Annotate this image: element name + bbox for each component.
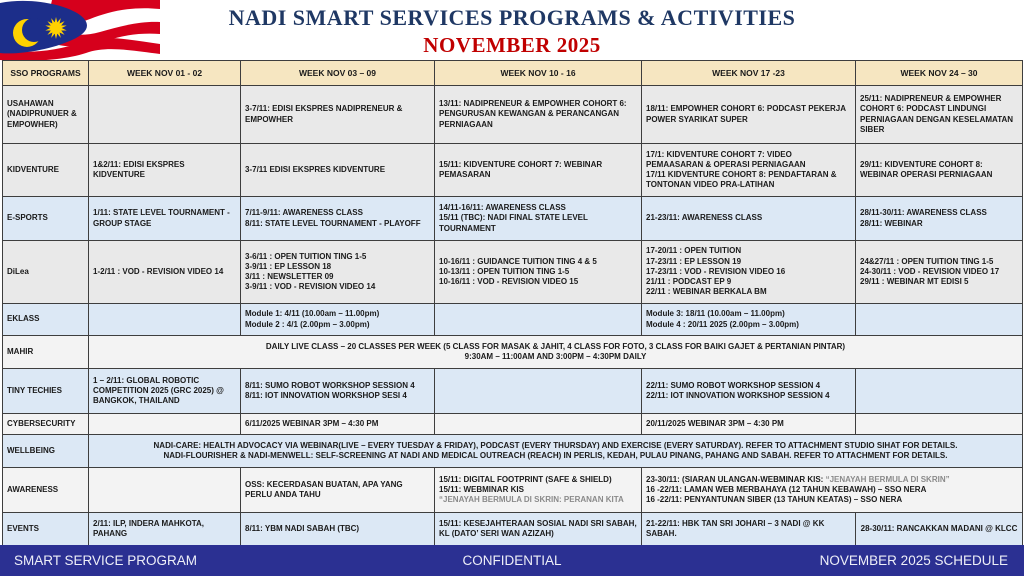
schedule-cell: [856, 369, 1023, 414]
table-row: [3, 414, 1023, 435]
schedule-cell: 8/11: YBM NADI SABAH (TBC): [241, 513, 435, 546]
schedule-cell: 1 – 2/11: GLOBAL ROBOTIC COMPETITION 2025 (GRC 2025) @ BANGKOK, THAILAND: [89, 369, 241, 414]
schedule-cell: [89, 86, 241, 144]
schedule-cell: 29/11: KIDVENTURE COHORT 8: WEBINAR OPERASI PERNIAGAAN: [856, 144, 1023, 197]
schedule-cell: 1&2/11: EDISI EKSPRES KIDVENTURE: [89, 144, 241, 197]
header-titles: [0, 5, 1024, 58]
schedule-cell: 15/11: KESEJAHTERAAN SOSIAL NADI SRI SABAH, KL (DATO’ SERI WAN AZIZAH): [435, 513, 642, 546]
program-label: AWARENESS: [3, 468, 89, 513]
table-row: [3, 369, 1023, 414]
schedule-cell: 3-6/11 : OPEN TUITION TING 1-5 3-9/11 : EP LESSON 18 3/11 : NEWSLETTER 09 3-9/11 : VOD - REVISION VIDEO 14: [241, 241, 435, 304]
table-row: [3, 468, 1023, 513]
schedule-cell: [435, 304, 642, 336]
schedule-cell: 15/11: KIDVENTURE COHORT 7: WEBINAR PEMASARAN: [435, 144, 642, 197]
schedule-cell: 15/11: DIGITAL FOOTPRINT (SAFE & SHIELD) 15/11: WEBMINAR KIS “JENAYAH BERMULA DI SKRIN: PERANAN KITA: [435, 468, 642, 513]
schedule-cell: 25/11: NADIPRENEUR & EMPOWHER COHORT 6: PODCAST LINDUNGI PERNIAGAAN DENGAN KESELAMATAN SIBER: [856, 86, 1023, 144]
week-column-header: WEEK NOV 10 - 16: [435, 61, 642, 86]
program-label: EKLASS: [3, 304, 89, 336]
page-subtitle: NOVEMBER 2025: [423, 33, 601, 57]
schedule-cell: Module 3: 18/11 (10.00am – 11.00pm) Module 4 : 20/11 2025 (2.00pm – 3.00pm): [642, 304, 856, 336]
table-row: [3, 435, 1023, 468]
table-row: [3, 144, 1023, 197]
footer-bar: [0, 545, 1024, 576]
program-label: DiLea: [3, 241, 89, 304]
footer-schedule-label: NOVEMBER 2025 SCHEDULE: [819, 553, 1008, 568]
schedule-cell: [435, 369, 642, 414]
week-column-header: WEEK NOV 01 - 02: [89, 61, 241, 86]
program-label: EVENTS: [3, 513, 89, 546]
schedule-table: [2, 60, 1023, 546]
schedule-cell: [856, 304, 1023, 336]
program-label: USAHAWAN (NADIPRUNUER & EMPOWHER): [3, 86, 89, 144]
schedule-cell: 17-20/11 : OPEN TUITION 17-23/11 : EP LESSON 19 17-23/11 : VOD - REVISION VIDEO 16 21/11 : PODCAST EP 9 22/11 : WEBINAR BERKALA BM: [642, 241, 856, 304]
program-label: TINY TECHIES: [3, 369, 89, 414]
schedule-cell: 7/11-9/11: AWARENESS CLASS 8/11: STATE LEVEL TOURNAMENT - PLAYOFF: [241, 197, 435, 241]
table-row: [3, 304, 1023, 336]
week-column-header: WEEK NOV 24 – 30: [856, 61, 1023, 86]
page-title: NADI SMART SERVICES PROGRAMS & ACTIVITIES: [228, 5, 796, 30]
schedule-cell: 24&27/11 : OPEN TUITION TING 1-5 24-30/11 : VOD - REVISION VIDEO 17 29/11 : WEBINAR MT EDISI 5: [856, 241, 1023, 304]
table-row: [3, 197, 1023, 241]
schedule-cell: NADI-CARE: HEALTH ADVOCACY VIA WEBINAR(LIVE – EVERY TUESDAY & FRIDAY), PODCAST (EVERY THURSDAY) AND EXERCISE (EVERY SATURDAY). REFER TO ATTACHMENT STUDIO SIHAT FOR DETAILS. NADI-FLOURISHER & NADI-MENWELL: SELF-SCREENING AT NADI AND MEDICAL OUTREACH (REACH) IN PERLIS, KEDAH, PULAU PINANG, PAHANG AND SABAH. REFER TO ATTACHMENT FOR DETAILS.: [89, 435, 1023, 468]
schedule-cell: OSS: KECERDASAN BUATAN, APA YANG PERLU ANDA TAHU: [241, 468, 435, 513]
table-row: [3, 336, 1023, 369]
schedule-cell: 2/11: ILP, INDERA MAHKOTA, PAHANG: [89, 513, 241, 546]
table-row: [3, 513, 1023, 546]
program-label: E-SPORTS: [3, 197, 89, 241]
schedule-cell: 1/11: STATE LEVEL TOURNAMENT - GROUP STAGE: [89, 197, 241, 241]
week-column-header: WEEK NOV 03 – 09: [241, 61, 435, 86]
schedule-cell: 20/11/2025 WEBINAR 3PM – 4:30 PM: [642, 414, 856, 435]
footer-confidential-label: CONFIDENTIAL: [462, 553, 562, 568]
program-label: WELLBEING: [3, 435, 89, 468]
schedule-cell: DAILY LIVE CLASS – 20 CLASSES PER WEEK (5 CLASS FOR MASAK & JAHIT, 4 CLASS FOR FOTO, 3 CLASS FOR BAIKI GAJET & PERTANIAN PINTAR) 9:30AM – 11:00AM AND 3:00PM – 4:30PM DAILY: [89, 336, 1023, 369]
table-row: [3, 241, 1023, 304]
schedule-cell: [856, 414, 1023, 435]
schedule-cell: 21-23/11: AWARENESS CLASS: [642, 197, 856, 241]
schedule-cell: [89, 304, 241, 336]
program-label: CYBERSECURITY: [3, 414, 89, 435]
schedule-cell: 1-2/11 : VOD - REVISION VIDEO 14: [89, 241, 241, 304]
schedule-cell: [435, 414, 642, 435]
schedule-cell: 22/11: SUMO ROBOT WORKSHOP SESSION 4 22/11: IOT INNOVATION WORKSHOP SESSION 4: [642, 369, 856, 414]
schedule-cell: 28-30/11: RANCAKKAN MADANI @ KLCC: [856, 513, 1023, 546]
footer-program-label: SMART SERVICE PROGRAM: [14, 553, 198, 568]
schedule-cell: 21-22/11: HBK TAN SRI JOHARI – 3 NADI @ KK SABAH.: [642, 513, 856, 546]
schedule-cell: 6/11/2025 WEBINAR 3PM – 4:30 PM: [241, 414, 435, 435]
schedule-cell: 10-16/11 : GUIDANCE TUITION TING 4 & 5 10-13/11 : OPEN TUITION TING 1-5 10-16/11 : VOD - REVISION VIDEO 15: [435, 241, 642, 304]
program-label: MAHIR: [3, 336, 89, 369]
schedule-cell: 18/11: EMPOWHER COHORT 6: PODCAST PEKERJA POWER SYARIKAT SUPER: [642, 86, 856, 144]
schedule-cell: 8/11: SUMO ROBOT WORKSHOP SESSION 4 8/11: IOT INNOVATION WORKSHOP SESI 4: [241, 369, 435, 414]
schedule-cell: [89, 414, 241, 435]
schedule-cell: 13/11: NADIPRENEUR & EMPOWHER COHORT 6: PENGURUSAN KEWANGAN & PERANCANGAN PERNIAGAAN: [435, 86, 642, 144]
schedule-cell: 3-7/11: EDISI EKSPRES NADIPRENEUR & EMPOWHER: [241, 86, 435, 144]
table-row: [3, 86, 1023, 144]
week-column-header: WEEK NOV 17 -23: [642, 61, 856, 86]
schedule-cell: 17/1: KIDVENTURE COHORT 7: VIDEO PEMAASARAN & OPERASI PERNIAGAAN 17/11 KIDVENTURE COHORT 8: PENDAFTARAN & TONTONAN VIDEO PRA-LATIHAN: [642, 144, 856, 197]
program-label: KIDVENTURE: [3, 144, 89, 197]
schedule-cell: 28/11-30/11: AWARENESS CLASS 28/11: WEBINAR: [856, 197, 1023, 241]
schedule-cell: 3-7/11 EDISI EKSPRES KIDVENTURE: [241, 144, 435, 197]
schedule-cell: 23-30/11: (SIARAN ULANGAN-WEBMINAR KIS: “JENAYAH BERMULA DI SKRIN” 16 -22/11: LAMAN WEB MERBAHAYA (12 TAHUN KEBAWAH) – SSO NERA 16 -22/11: PENYANTUNAN SIBER (13 TAHUN KEATAS) – SSO NERA: [642, 468, 1023, 513]
programs-column-header: SSO PROGRAMS: [3, 61, 89, 86]
schedule-cell: [89, 468, 241, 513]
schedule-cell: Module 1: 4/11 (10.00am – 11.00pm) Module 2 : 4/1 (2.00pm – 3.00pm): [241, 304, 435, 336]
schedule-cell: 14/11-16/11: AWARENESS CLASS 15/11 (TBC): NADI FINAL STATE LEVEL TOURNAMENT: [435, 197, 642, 241]
